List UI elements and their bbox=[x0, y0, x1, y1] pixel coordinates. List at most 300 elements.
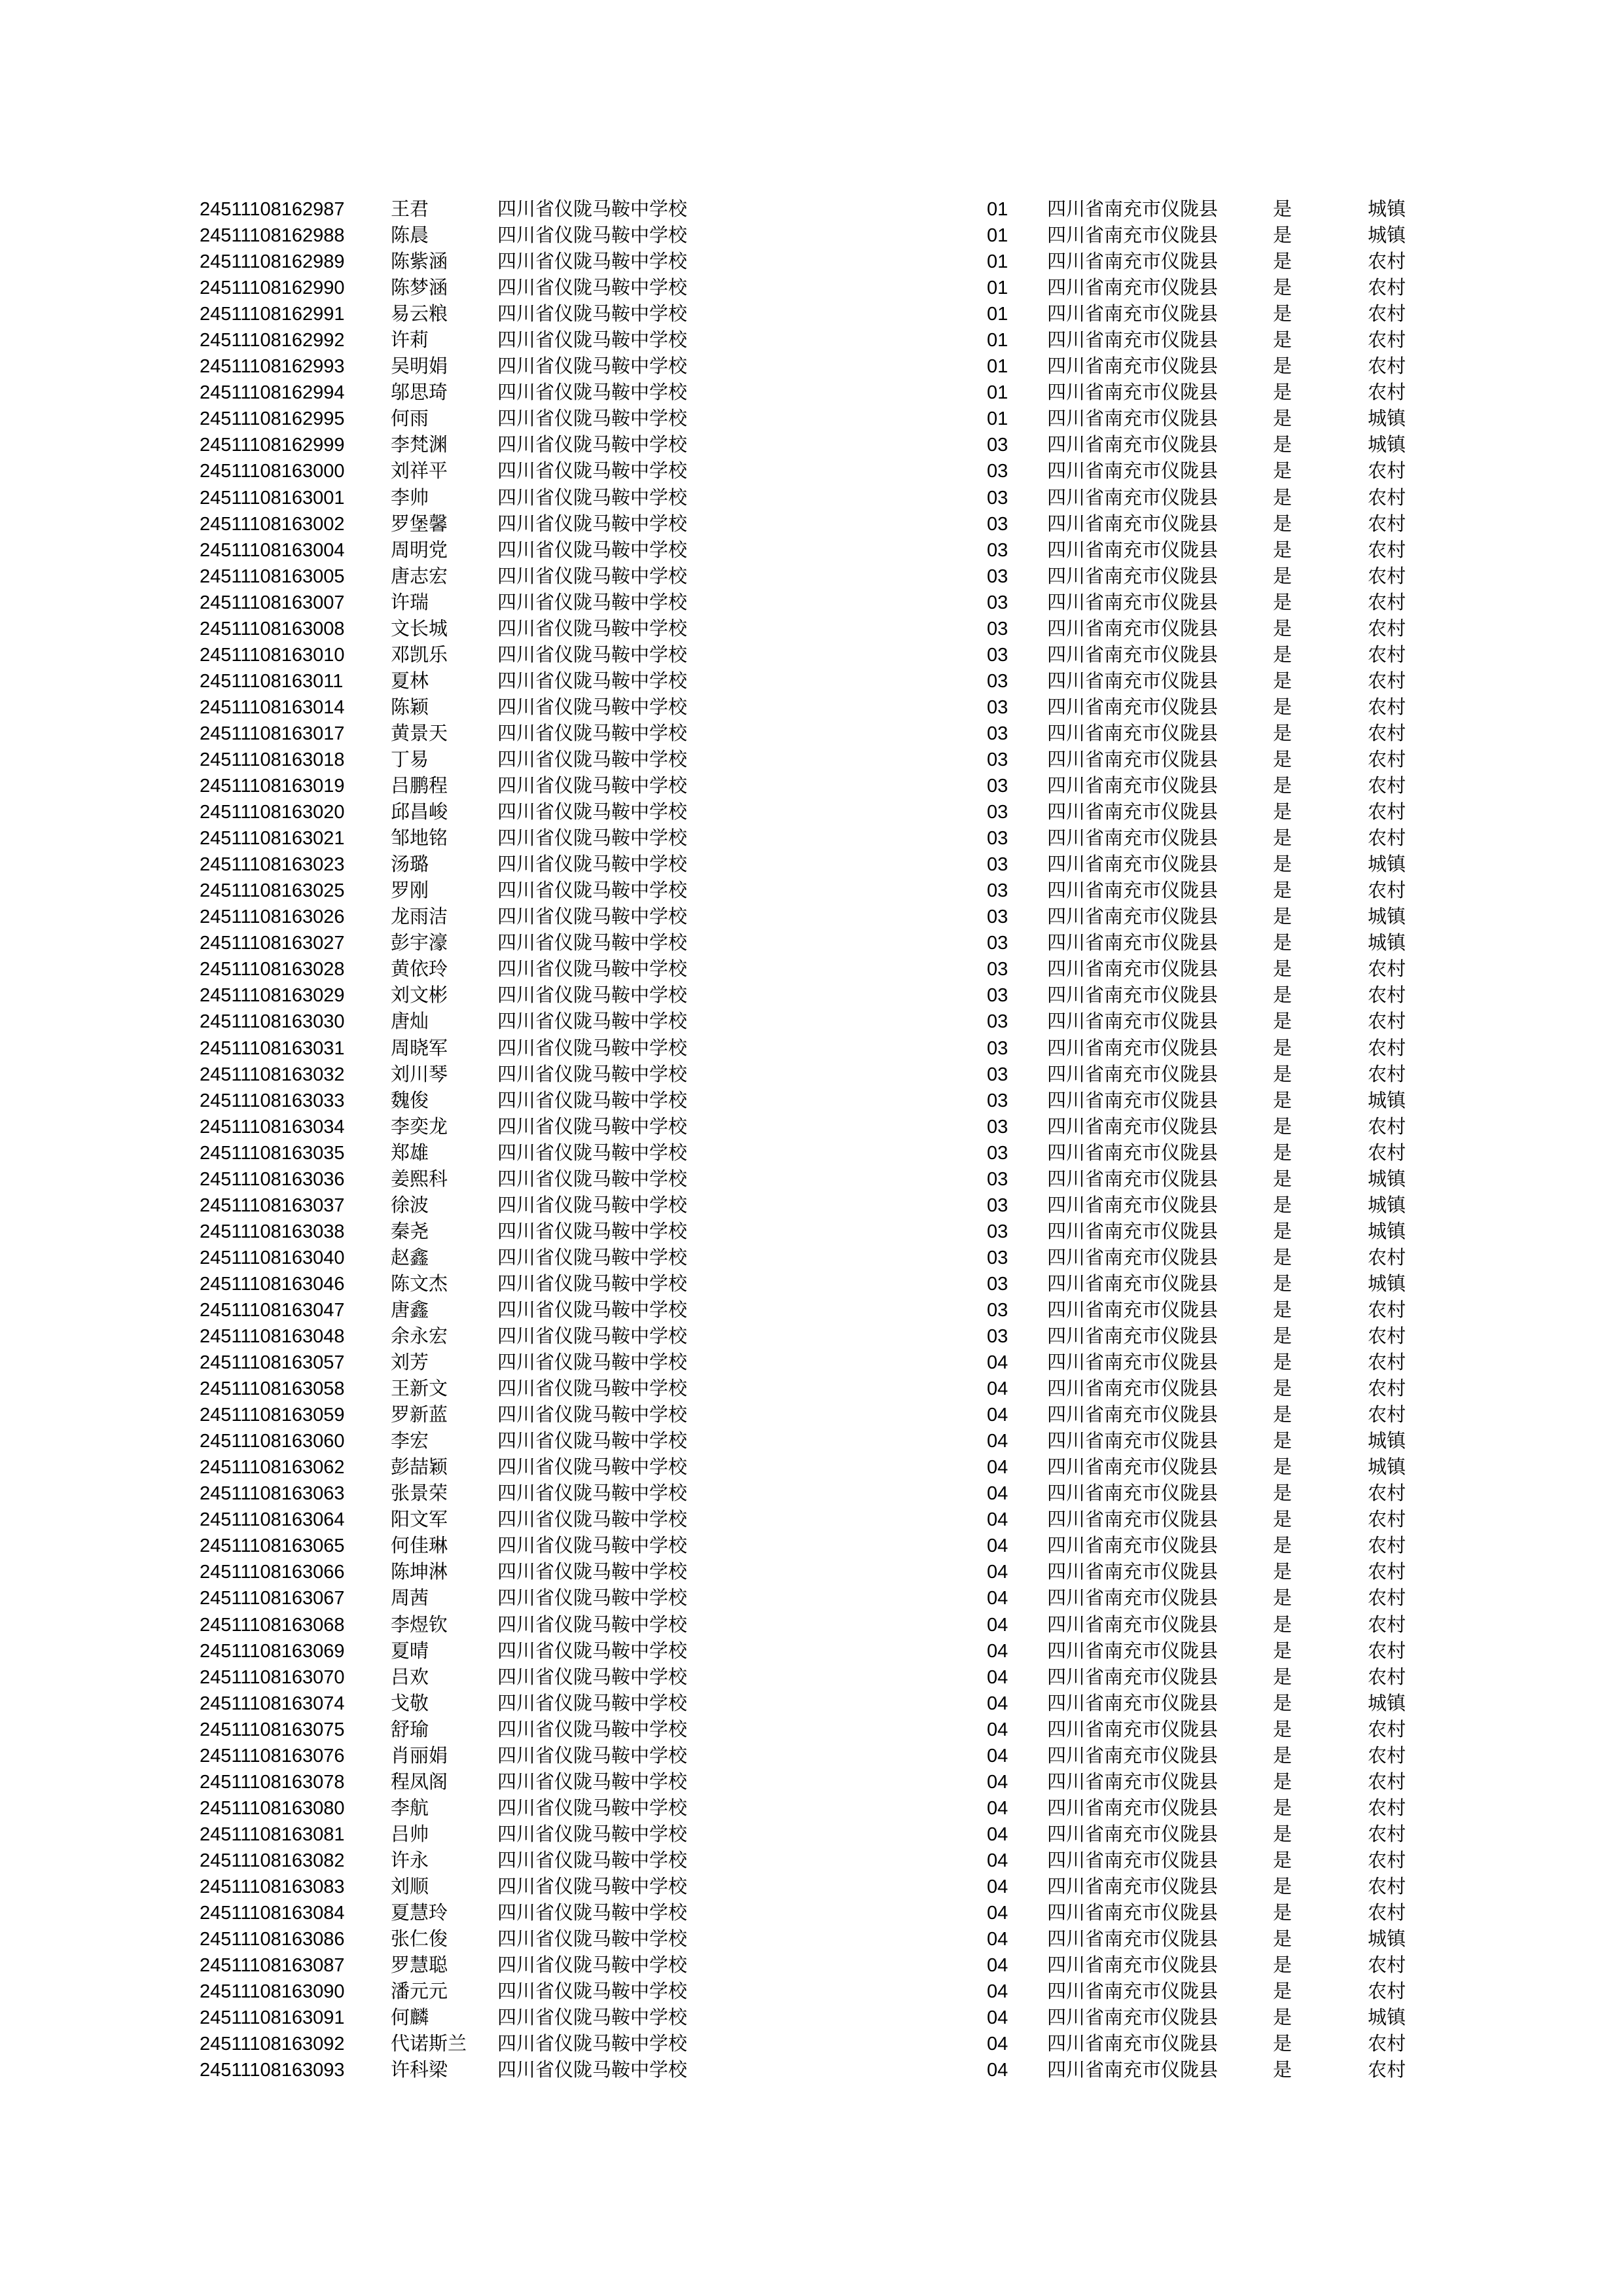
class-cell: 04 bbox=[987, 1535, 1008, 1557]
class-cell: 03 bbox=[987, 592, 1008, 613]
student-id-cell: 24511108163038 bbox=[200, 1221, 345, 1242]
student-id-cell: 24511108162992 bbox=[200, 330, 345, 351]
table-row bbox=[0, 1062, 1623, 1088]
class-cell: 03 bbox=[987, 1116, 1008, 1138]
school-cell: 四川省仪陇马鞍中学校 bbox=[497, 802, 688, 823]
school-cell: 四川省仪陇马鞍中学校 bbox=[497, 461, 688, 482]
flag-cell: 是 bbox=[1273, 1797, 1293, 1819]
address-cell: 四川省南充市仪陇县 bbox=[1047, 1850, 1219, 1871]
student-name-cell: 陈晨 bbox=[391, 225, 429, 247]
area-type-cell: 城镇 bbox=[1368, 1457, 1406, 1479]
flag-cell: 是 bbox=[1273, 1273, 1293, 1295]
student-name-cell: 夏林 bbox=[391, 670, 429, 692]
school-cell: 四川省仪陇马鞍中学校 bbox=[497, 1483, 688, 1505]
student-id-cell: 24511108163028 bbox=[200, 959, 345, 980]
flag-cell: 是 bbox=[1273, 696, 1293, 718]
student-name-cell: 周茜 bbox=[391, 1588, 429, 1609]
school-cell: 四川省仪陇马鞍中学校 bbox=[497, 356, 688, 378]
school-cell: 四川省仪陇马鞍中学校 bbox=[497, 1797, 688, 1819]
class-cell: 03 bbox=[987, 1011, 1008, 1033]
area-type-cell: 城镇 bbox=[1368, 1194, 1406, 1216]
student-name-cell: 罗堡馨 bbox=[391, 513, 448, 535]
area-type-cell: 农村 bbox=[1368, 644, 1406, 666]
address-cell: 四川省南充市仪陇县 bbox=[1047, 644, 1219, 666]
table-row bbox=[0, 773, 1623, 799]
flag-cell: 是 bbox=[1273, 565, 1293, 587]
area-type-cell: 城镇 bbox=[1368, 854, 1406, 876]
student-id-cell: 24511108163007 bbox=[200, 592, 345, 613]
school-cell: 四川省仪陇马鞍中学校 bbox=[497, 225, 688, 247]
table-row bbox=[0, 1769, 1623, 1795]
address-cell: 四川省南充市仪陇县 bbox=[1047, 487, 1219, 509]
address-cell: 四川省南充市仪陇县 bbox=[1047, 461, 1219, 482]
table-row bbox=[0, 196, 1623, 223]
student-name-cell: 陈文杰 bbox=[391, 1273, 448, 1295]
area-type-cell: 城镇 bbox=[1368, 1221, 1406, 1242]
table-row bbox=[0, 799, 1623, 825]
class-cell: 04 bbox=[987, 1797, 1008, 1819]
area-type-cell: 城镇 bbox=[1368, 1168, 1406, 1190]
school-cell: 四川省仪陇马鞍中学校 bbox=[497, 382, 688, 404]
class-cell: 04 bbox=[987, 1929, 1008, 1950]
address-cell: 四川省南充市仪陇县 bbox=[1047, 1876, 1219, 1897]
school-cell: 四川省仪陇马鞍中学校 bbox=[497, 1823, 688, 1845]
class-cell: 04 bbox=[987, 1823, 1008, 1845]
address-cell: 四川省南充市仪陇县 bbox=[1047, 1116, 1219, 1138]
table-row bbox=[0, 1926, 1623, 1952]
area-type-cell: 农村 bbox=[1368, 1483, 1406, 1505]
school-cell: 四川省仪陇马鞍中学校 bbox=[497, 592, 688, 613]
flag-cell: 是 bbox=[1273, 278, 1293, 299]
student-id-cell: 24511108163019 bbox=[200, 776, 345, 797]
area-type-cell: 农村 bbox=[1368, 1116, 1406, 1138]
area-type-cell: 农村 bbox=[1368, 959, 1406, 980]
table-row bbox=[0, 432, 1623, 458]
address-cell: 四川省南充市仪陇县 bbox=[1047, 1588, 1219, 1609]
table-row bbox=[0, 1743, 1623, 1769]
student-name-cell: 邹地铭 bbox=[391, 828, 448, 850]
school-cell: 四川省仪陇马鞍中学校 bbox=[497, 330, 688, 351]
address-cell: 四川省南充市仪陇县 bbox=[1047, 1221, 1219, 1242]
student-id-cell: 24511108163081 bbox=[200, 1823, 345, 1845]
flag-cell: 是 bbox=[1273, 854, 1293, 876]
area-type-cell: 农村 bbox=[1368, 1719, 1406, 1740]
area-type-cell: 农村 bbox=[1368, 1876, 1406, 1897]
flag-cell: 是 bbox=[1273, 1535, 1293, 1557]
address-cell: 四川省南充市仪陇县 bbox=[1047, 1326, 1219, 1348]
school-cell: 四川省仪陇马鞍中学校 bbox=[497, 2034, 688, 2055]
table-row bbox=[0, 1193, 1623, 1219]
school-cell: 四川省仪陇马鞍中学校 bbox=[497, 304, 688, 325]
table-row bbox=[0, 1166, 1623, 1193]
student-name-cell: 郑雄 bbox=[391, 1142, 429, 1164]
table-row bbox=[0, 1533, 1623, 1559]
class-cell: 04 bbox=[987, 1850, 1008, 1871]
address-cell: 四川省南充市仪陇县 bbox=[1047, 802, 1219, 823]
address-cell: 四川省南充市仪陇县 bbox=[1047, 1299, 1219, 1321]
flag-cell: 是 bbox=[1273, 1509, 1293, 1531]
student-name-cell: 陈梦涵 bbox=[391, 278, 448, 299]
school-cell: 四川省仪陇马鞍中学校 bbox=[497, 776, 688, 797]
school-cell: 四川省仪陇马鞍中学校 bbox=[497, 1405, 688, 1426]
address-cell: 四川省南充市仪陇县 bbox=[1047, 1247, 1219, 1268]
flag-cell: 是 bbox=[1273, 1194, 1293, 1216]
student-id-cell: 24511108163087 bbox=[200, 1955, 345, 1977]
address-cell: 四川省南充市仪陇县 bbox=[1047, 1929, 1219, 1950]
flag-cell: 是 bbox=[1273, 670, 1293, 692]
address-cell: 四川省南充市仪陇县 bbox=[1047, 1378, 1219, 1400]
area-type-cell: 农村 bbox=[1368, 278, 1406, 299]
school-cell: 四川省仪陇马鞍中学校 bbox=[497, 1666, 688, 1688]
table-row bbox=[0, 485, 1623, 511]
area-type-cell: 农村 bbox=[1368, 1666, 1406, 1688]
school-cell: 四川省仪陇马鞍中学校 bbox=[497, 670, 688, 692]
student-id-cell: 24511108163001 bbox=[200, 487, 345, 509]
student-id-cell: 24511108163034 bbox=[200, 1116, 345, 1138]
table-row bbox=[0, 982, 1623, 1009]
school-cell: 四川省仪陇马鞍中学校 bbox=[497, 1142, 688, 1164]
address-cell: 四川省南充市仪陇县 bbox=[1047, 1955, 1219, 1977]
student-name-cell: 魏俊 bbox=[391, 1090, 429, 1111]
area-type-cell: 农村 bbox=[1368, 2060, 1406, 2081]
class-cell: 03 bbox=[987, 513, 1008, 535]
table-row bbox=[0, 1979, 1623, 2005]
class-cell: 04 bbox=[987, 1457, 1008, 1479]
student-name-cell: 刘芳 bbox=[391, 1352, 429, 1374]
school-cell: 四川省仪陇马鞍中学校 bbox=[497, 199, 688, 220]
table-row bbox=[0, 1848, 1623, 1874]
class-cell: 03 bbox=[987, 1221, 1008, 1242]
table-row bbox=[0, 1585, 1623, 1611]
table-row bbox=[0, 1009, 1623, 1035]
flag-cell: 是 bbox=[1273, 1719, 1293, 1740]
school-cell: 四川省仪陇马鞍中学校 bbox=[497, 985, 688, 1007]
address-cell: 四川省南充市仪陇县 bbox=[1047, 1142, 1219, 1164]
class-cell: 01 bbox=[987, 382, 1008, 404]
school-cell: 四川省仪陇马鞍中学校 bbox=[497, 1929, 688, 1950]
table-row bbox=[0, 564, 1623, 590]
area-type-cell: 农村 bbox=[1368, 382, 1406, 404]
address-cell: 四川省南充市仪陇县 bbox=[1047, 618, 1219, 639]
area-type-cell: 城镇 bbox=[1368, 933, 1406, 954]
student-id-cell: 24511108163070 bbox=[200, 1666, 345, 1688]
student-name-cell: 陈紫涵 bbox=[391, 251, 448, 273]
student-name-cell: 黄景天 bbox=[391, 723, 448, 744]
school-cell: 四川省仪陇马鞍中学校 bbox=[497, 1955, 688, 1977]
table-row bbox=[0, 223, 1623, 249]
area-type-cell: 农村 bbox=[1368, 723, 1406, 744]
class-cell: 04 bbox=[987, 1693, 1008, 1714]
school-cell: 四川省仪陇马鞍中学校 bbox=[497, 1693, 688, 1714]
table-row bbox=[0, 956, 1623, 982]
area-type-cell: 农村 bbox=[1368, 1299, 1406, 1321]
class-cell: 01 bbox=[987, 199, 1008, 220]
area-type-cell: 农村 bbox=[1368, 356, 1406, 378]
class-cell: 03 bbox=[987, 854, 1008, 876]
area-type-cell: 农村 bbox=[1368, 1850, 1406, 1871]
school-cell: 四川省仪陇马鞍中学校 bbox=[497, 749, 688, 770]
student-id-cell: 24511108162988 bbox=[200, 225, 345, 247]
class-cell: 03 bbox=[987, 1037, 1008, 1059]
student-name-cell: 周明党 bbox=[391, 539, 448, 561]
flag-cell: 是 bbox=[1273, 1457, 1293, 1479]
student-id-cell: 24511108163091 bbox=[200, 2007, 345, 2029]
student-id-cell: 24511108163004 bbox=[200, 539, 345, 561]
area-type-cell: 农村 bbox=[1368, 696, 1406, 718]
class-cell: 03 bbox=[987, 985, 1008, 1007]
student-id-cell: 24511108163090 bbox=[200, 1981, 345, 2003]
student-name-cell: 刘顺 bbox=[391, 1876, 429, 1897]
flag-cell: 是 bbox=[1273, 828, 1293, 850]
class-cell: 04 bbox=[987, 1614, 1008, 1636]
flag-cell: 是 bbox=[1273, 1352, 1293, 1374]
student-name-cell: 龙雨洁 bbox=[391, 906, 448, 928]
school-cell: 四川省仪陇马鞍中学校 bbox=[497, 696, 688, 718]
flag-cell: 是 bbox=[1273, 1981, 1293, 2003]
student-name-cell: 陈颖 bbox=[391, 696, 429, 718]
table-row bbox=[0, 1717, 1623, 1743]
student-id-cell: 24511108163063 bbox=[200, 1483, 345, 1505]
area-type-cell: 农村 bbox=[1368, 1326, 1406, 1348]
table-row bbox=[0, 878, 1623, 904]
student-id-cell: 24511108162994 bbox=[200, 382, 345, 404]
table-row bbox=[0, 1638, 1623, 1664]
class-cell: 03 bbox=[987, 696, 1008, 718]
flag-cell: 是 bbox=[1273, 1850, 1293, 1871]
table-row bbox=[0, 1350, 1623, 1376]
student-name-cell: 许科梁 bbox=[391, 2060, 448, 2081]
student-name-cell: 王君 bbox=[391, 199, 429, 220]
area-type-cell: 农村 bbox=[1368, 880, 1406, 902]
school-cell: 四川省仪陇马鞍中学校 bbox=[497, 1562, 688, 1583]
class-cell: 04 bbox=[987, 1562, 1008, 1583]
flag-cell: 是 bbox=[1273, 1142, 1293, 1164]
school-cell: 四川省仪陇马鞍中学校 bbox=[497, 1981, 688, 2003]
address-cell: 四川省南充市仪陇县 bbox=[1047, 304, 1219, 325]
student-name-cell: 唐志宏 bbox=[391, 565, 448, 587]
student-name-cell: 周晓军 bbox=[391, 1037, 448, 1059]
table-row bbox=[0, 1428, 1623, 1454]
student-name-cell: 唐灿 bbox=[391, 1011, 429, 1033]
school-cell: 四川省仪陇马鞍中学校 bbox=[497, 1168, 688, 1190]
table-row bbox=[0, 353, 1623, 380]
student-id-cell: 24511108163092 bbox=[200, 2034, 345, 2055]
flag-cell: 是 bbox=[1273, 1064, 1293, 1085]
student-id-cell: 24511108162987 bbox=[200, 199, 345, 220]
flag-cell: 是 bbox=[1273, 959, 1293, 980]
flag-cell: 是 bbox=[1273, 539, 1293, 561]
area-type-cell: 农村 bbox=[1368, 1509, 1406, 1531]
address-cell: 四川省南充市仪陇县 bbox=[1047, 854, 1219, 876]
address-cell: 四川省南充市仪陇县 bbox=[1047, 1640, 1219, 1662]
area-type-cell: 农村 bbox=[1368, 828, 1406, 850]
address-cell: 四川省南充市仪陇县 bbox=[1047, 1011, 1219, 1033]
table-row bbox=[0, 747, 1623, 773]
student-name-cell: 吕欢 bbox=[391, 1666, 429, 1688]
flag-cell: 是 bbox=[1273, 1771, 1293, 1793]
student-id-cell: 24511108163026 bbox=[200, 906, 345, 928]
student-id-cell: 24511108163062 bbox=[200, 1457, 345, 1479]
area-type-cell: 农村 bbox=[1368, 776, 1406, 797]
area-type-cell: 农村 bbox=[1368, 802, 1406, 823]
flag-cell: 是 bbox=[1273, 592, 1293, 613]
school-cell: 四川省仪陇马鞍中学校 bbox=[497, 1431, 688, 1452]
area-type-cell: 农村 bbox=[1368, 1771, 1406, 1793]
table-row bbox=[0, 1874, 1623, 1900]
student-name-cell: 邬思琦 bbox=[391, 382, 448, 404]
class-cell: 03 bbox=[987, 1273, 1008, 1295]
area-type-cell: 城镇 bbox=[1368, 1090, 1406, 1111]
flag-cell: 是 bbox=[1273, 2007, 1293, 2029]
address-cell: 四川省南充市仪陇县 bbox=[1047, 1745, 1219, 1767]
address-cell: 四川省南充市仪陇县 bbox=[1047, 1562, 1219, 1583]
area-type-cell: 农村 bbox=[1368, 565, 1406, 587]
area-type-cell: 城镇 bbox=[1368, 435, 1406, 456]
flag-cell: 是 bbox=[1273, 251, 1293, 273]
table-row bbox=[0, 1664, 1623, 1691]
flag-cell: 是 bbox=[1273, 1876, 1293, 1897]
address-cell: 四川省南充市仪陇县 bbox=[1047, 1273, 1219, 1295]
flag-cell: 是 bbox=[1273, 513, 1293, 535]
table-row bbox=[0, 668, 1623, 694]
student-name-cell: 许莉 bbox=[391, 330, 429, 351]
student-id-cell: 24511108163093 bbox=[200, 2060, 345, 2081]
class-cell: 03 bbox=[987, 1326, 1008, 1348]
flag-cell: 是 bbox=[1273, 461, 1293, 482]
class-cell: 01 bbox=[987, 304, 1008, 325]
address-cell: 四川省南充市仪陇县 bbox=[1047, 356, 1219, 378]
area-type-cell: 城镇 bbox=[1368, 408, 1406, 430]
flag-cell: 是 bbox=[1273, 802, 1293, 823]
class-cell: 04 bbox=[987, 2060, 1008, 2081]
student-id-cell: 24511108163065 bbox=[200, 1535, 345, 1557]
school-cell: 四川省仪陇马鞍中学校 bbox=[497, 1247, 688, 1268]
flag-cell: 是 bbox=[1273, 1745, 1293, 1767]
student-name-cell: 舒瑜 bbox=[391, 1719, 429, 1740]
area-type-cell: 农村 bbox=[1368, 1011, 1406, 1033]
student-id-cell: 24511108163057 bbox=[200, 1352, 345, 1374]
student-id-cell: 24511108162990 bbox=[200, 278, 345, 299]
class-cell: 04 bbox=[987, 1719, 1008, 1740]
school-cell: 四川省仪陇马鞍中学校 bbox=[497, 408, 688, 430]
student-name-cell: 秦尧 bbox=[391, 1221, 429, 1242]
flag-cell: 是 bbox=[1273, 2060, 1293, 2081]
student-name-cell: 丁易 bbox=[391, 749, 429, 770]
flag-cell: 是 bbox=[1273, 1666, 1293, 1688]
class-cell: 03 bbox=[987, 1090, 1008, 1111]
class-cell: 03 bbox=[987, 487, 1008, 509]
class-cell: 04 bbox=[987, 1431, 1008, 1452]
table-row bbox=[0, 511, 1623, 537]
class-cell: 03 bbox=[987, 1247, 1008, 1268]
student-id-cell: 24511108162995 bbox=[200, 408, 345, 430]
student-name-cell: 赵鑫 bbox=[391, 1247, 429, 1268]
table-row bbox=[0, 1402, 1623, 1428]
table-row bbox=[0, 2057, 1623, 2083]
flag-cell: 是 bbox=[1273, 1614, 1293, 1636]
class-cell: 04 bbox=[987, 2007, 1008, 2029]
student-id-cell: 24511108163005 bbox=[200, 565, 345, 587]
student-name-cell: 文长城 bbox=[391, 618, 448, 639]
student-id-cell: 24511108163008 bbox=[200, 618, 345, 639]
table-row bbox=[0, 1821, 1623, 1848]
student-id-cell: 24511108163084 bbox=[200, 1903, 345, 1924]
address-cell: 四川省南充市仪陇县 bbox=[1047, 2007, 1219, 2029]
address-cell: 四川省南充市仪陇县 bbox=[1047, 565, 1219, 587]
table-row bbox=[0, 1297, 1623, 1323]
class-cell: 03 bbox=[987, 828, 1008, 850]
address-cell: 四川省南充市仪陇县 bbox=[1047, 1693, 1219, 1714]
class-cell: 04 bbox=[987, 1378, 1008, 1400]
flag-cell: 是 bbox=[1273, 1378, 1293, 1400]
table-row bbox=[0, 2031, 1623, 2057]
class-cell: 03 bbox=[987, 959, 1008, 980]
student-name-cell: 李帅 bbox=[391, 487, 429, 509]
student-id-cell: 24511108162993 bbox=[200, 356, 345, 378]
student-name-cell: 刘祥平 bbox=[391, 461, 448, 482]
student-id-cell: 24511108163048 bbox=[200, 1326, 345, 1348]
area-type-cell: 农村 bbox=[1368, 1955, 1406, 1977]
address-cell: 四川省南充市仪陇县 bbox=[1047, 985, 1219, 1007]
student-id-cell: 24511108163010 bbox=[200, 644, 345, 666]
flag-cell: 是 bbox=[1273, 1903, 1293, 1924]
table-row bbox=[0, 1691, 1623, 1717]
table-row bbox=[0, 721, 1623, 747]
class-cell: 01 bbox=[987, 251, 1008, 273]
flag-cell: 是 bbox=[1273, 880, 1293, 902]
student-id-cell: 24511108163066 bbox=[200, 1562, 345, 1583]
student-id-cell: 24511108163002 bbox=[200, 513, 345, 535]
school-cell: 四川省仪陇马鞍中学校 bbox=[497, 933, 688, 954]
school-cell: 四川省仪陇马鞍中学校 bbox=[497, 828, 688, 850]
school-cell: 四川省仪陇马鞍中学校 bbox=[497, 1194, 688, 1216]
flag-cell: 是 bbox=[1273, 1823, 1293, 1845]
address-cell: 四川省南充市仪陇县 bbox=[1047, 408, 1219, 430]
table-row bbox=[0, 1271, 1623, 1297]
school-cell: 四川省仪陇马鞍中学校 bbox=[497, 1745, 688, 1767]
student-id-cell: 24511108163030 bbox=[200, 1011, 345, 1033]
class-cell: 03 bbox=[987, 1194, 1008, 1216]
table-row bbox=[0, 1114, 1623, 1140]
student-name-cell: 李煜钦 bbox=[391, 1614, 448, 1636]
student-id-cell: 24511108162999 bbox=[200, 435, 345, 456]
table-row bbox=[0, 1376, 1623, 1402]
address-cell: 四川省南充市仪陇县 bbox=[1047, 225, 1219, 247]
area-type-cell: 城镇 bbox=[1368, 1693, 1406, 1714]
address-cell: 四川省南充市仪陇县 bbox=[1047, 959, 1219, 980]
student-id-cell: 24511108163020 bbox=[200, 802, 345, 823]
class-cell: 04 bbox=[987, 1981, 1008, 2003]
student-id-cell: 24511108163074 bbox=[200, 1693, 345, 1714]
table-row bbox=[0, 616, 1623, 642]
area-type-cell: 农村 bbox=[1368, 1037, 1406, 1059]
class-cell: 03 bbox=[987, 880, 1008, 902]
table-row bbox=[0, 406, 1623, 432]
flag-cell: 是 bbox=[1273, 330, 1293, 351]
address-cell: 四川省南充市仪陇县 bbox=[1047, 539, 1219, 561]
area-type-cell: 农村 bbox=[1368, 592, 1406, 613]
table-row bbox=[0, 275, 1623, 301]
table-row bbox=[0, 694, 1623, 721]
flag-cell: 是 bbox=[1273, 1431, 1293, 1452]
student-name-cell: 戈敬 bbox=[391, 1693, 429, 1714]
table-row bbox=[0, 1323, 1623, 1350]
area-type-cell: 农村 bbox=[1368, 461, 1406, 482]
address-cell: 四川省南充市仪陇县 bbox=[1047, 1168, 1219, 1190]
flag-cell: 是 bbox=[1273, 356, 1293, 378]
area-type-cell: 城镇 bbox=[1368, 199, 1406, 220]
flag-cell: 是 bbox=[1273, 776, 1293, 797]
